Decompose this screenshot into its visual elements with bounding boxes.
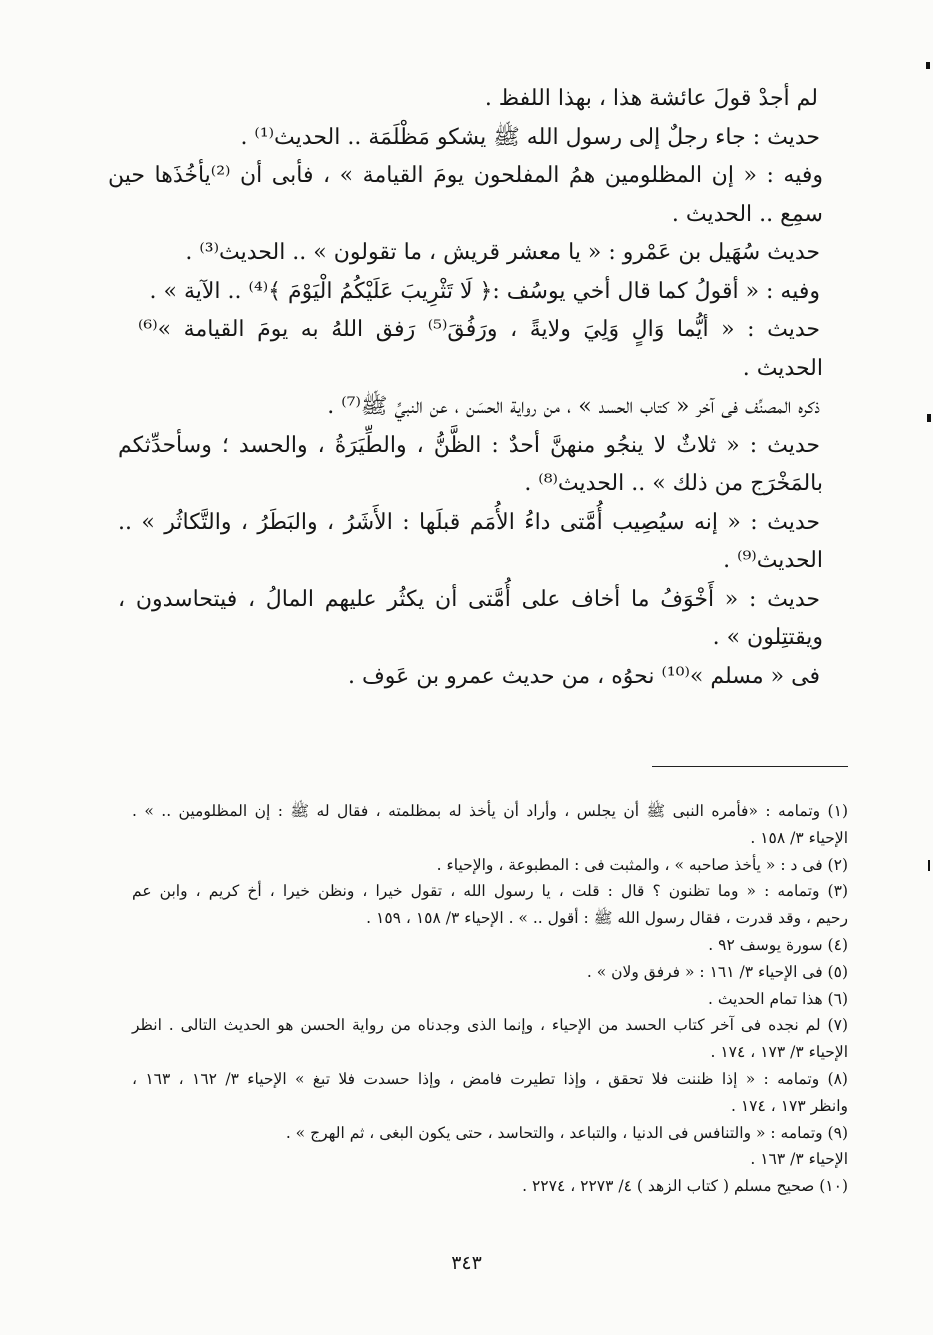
text-line: حديث : « ثلاثٌ لا ينجُو منهنَّ أحدٌ : الظَّنُّ ، والطِّيَرَةُ ، والحسد ؛ وسأحدِّثكم xyxy=(118,432,820,458)
main-text xyxy=(108,80,823,696)
text-line: حديث : « أيُّما وَالٍ وَلِيَ ولايةً ، ورَفُقَ⁽⁵⁾ رَفق اللهُ به يومَ القيامة »⁽⁶⁾ xyxy=(138,317,821,342)
footnote-line: (٤) سورة يوسف ٩٢ . xyxy=(708,935,848,954)
footnote-line: (١) وتمامه : «فأمره النبى ﷺ أن يجلس ، وأراد أن يأخذ له بمظلمته ، فقال له ﷺ : إن المظلومين .. » . xyxy=(132,802,848,820)
text-line: وفيه : « إن المظلومين همُ المفلحون يومَ القيامة » ، فأبى أن ⁽²⁾يأخُذَها حين xyxy=(108,163,823,188)
margin-mark xyxy=(927,414,931,422)
footnote-line: (٩) وتمامه : « والتنافس فى الدنيا ، والتباعد ، والتحاسد ، حتى يكون البغى ، ثم الهرج » . xyxy=(285,1123,848,1142)
footnote-line: (٦) هذا تمام الحديث . xyxy=(708,989,848,1008)
text-line: حديث : « إنه سيُصِيب أُمَّتى داءُ الأُمَم قبلَها : الأَشَرُ ، والبَطَرُ ، والتَّكاثُر » .. xyxy=(118,509,820,535)
page-number: ٣٤٣ xyxy=(451,1252,482,1274)
footnote-line: الإحياء ٣/ ١٥٨ . xyxy=(750,828,848,847)
text-line: بالمَخْرَج من ذلك » .. الحديث⁽⁸⁾ . xyxy=(524,471,823,496)
footnote-line: (٣) وتمامه : « وما تظنون ؟ قال : قلت ، يا رسول الله ، تقول خيرا ، ونظن خيرا ، أخ كريم ، وابن عم xyxy=(132,882,848,901)
footnote-line: (٧) لم نجده فى آخر كتاب الحسد من الإحياء ، وإنما الذى وجدناه من رواية الحسن هو الحديث التالى . انظر xyxy=(132,1016,848,1035)
footnotes xyxy=(132,798,848,1200)
footnote-line: (٥) فى الإحياء ٣/ ١٦١ : « فرفق ولان » . xyxy=(586,962,848,981)
text-line: لم أجدْ قولَ عائشة هذا ، بهذا اللفظ . xyxy=(484,86,818,111)
footnote-line: الإحياء ٣/ ١٧٣ ، ١٧٤ . xyxy=(710,1043,848,1062)
footnote-line: (٢) فى د : « يأخذ صاحبه » ، والمثبت فى : المطبوعة ، والإحياء . xyxy=(436,855,848,874)
text-line: وفيه : « أقولُ كما قال أخي يوسُف :﴿ لَا تَثْرِيبَ عَلَيْكُمُ الْيَوْمَ ﴾⁽⁴⁾ .. الآية » . xyxy=(149,278,820,304)
footnote-line: (٨) وتمامه : « إذا ظننت فلا تحقق ، وإذا تطيرت فامض ، وإذا حسدت فلا تبغ » الإحياء ٣/ ١٦٢ ، ١٦٣ ، xyxy=(132,1069,848,1088)
text-line: حديث : « أَخْوَفُ ما أخاف على أُمَّتى أن يكثُر عليهم المالُ ، فيتحاسدون ، xyxy=(118,586,820,612)
text-line: حديث سُهَيل بن عَمْرو : « يا معشر قريش ، ما تقولون » .. الحديث⁽³⁾ . xyxy=(185,240,820,265)
text-line: الحديث . xyxy=(742,355,823,381)
text-line: فى « مسلم »⁽¹⁰⁾ نحوُه ، من حديث عمرو بن عَوف . xyxy=(348,663,820,689)
text-line: الحديث⁽⁹⁾ . xyxy=(723,548,823,573)
text-line: ذكره المصنِّف فى آخر « كتاب الحسد » ، من رواية الحسَن ، عن النبيِّ ﷺ⁽⁷⁾ . xyxy=(327,394,820,419)
text-line: ويقتتِلون » . xyxy=(712,625,823,650)
margin-mark xyxy=(928,860,930,871)
footnote-line: وانظر ١٧٣ ، ١٧٤ . xyxy=(731,1096,848,1115)
footnote-separator xyxy=(652,766,848,767)
footnote-line: رحيم ، وقد قدرت ، فقال رسول الله ﷺ : أقول .. » . الإحياء ٣/ ١٥٨ ، ١٥٩ . xyxy=(366,909,848,928)
footnote-line: (١٠) صحيح مسلم ( كتاب الزهد ) ٤/ ٢٢٧٣ ، ٢٢٧٤ . xyxy=(522,1177,848,1196)
margin-mark xyxy=(926,62,930,69)
footnote-line: الإحياء ٣/ ١٦٣ . xyxy=(750,1150,848,1169)
text-line: سمِع .. الحديث . xyxy=(671,201,823,227)
text-line: حديث : جاء رجلٌ إلى رسول الله ﷺ يشكو مَظْلَمَة .. الحديث⁽¹⁾ . xyxy=(240,124,820,150)
